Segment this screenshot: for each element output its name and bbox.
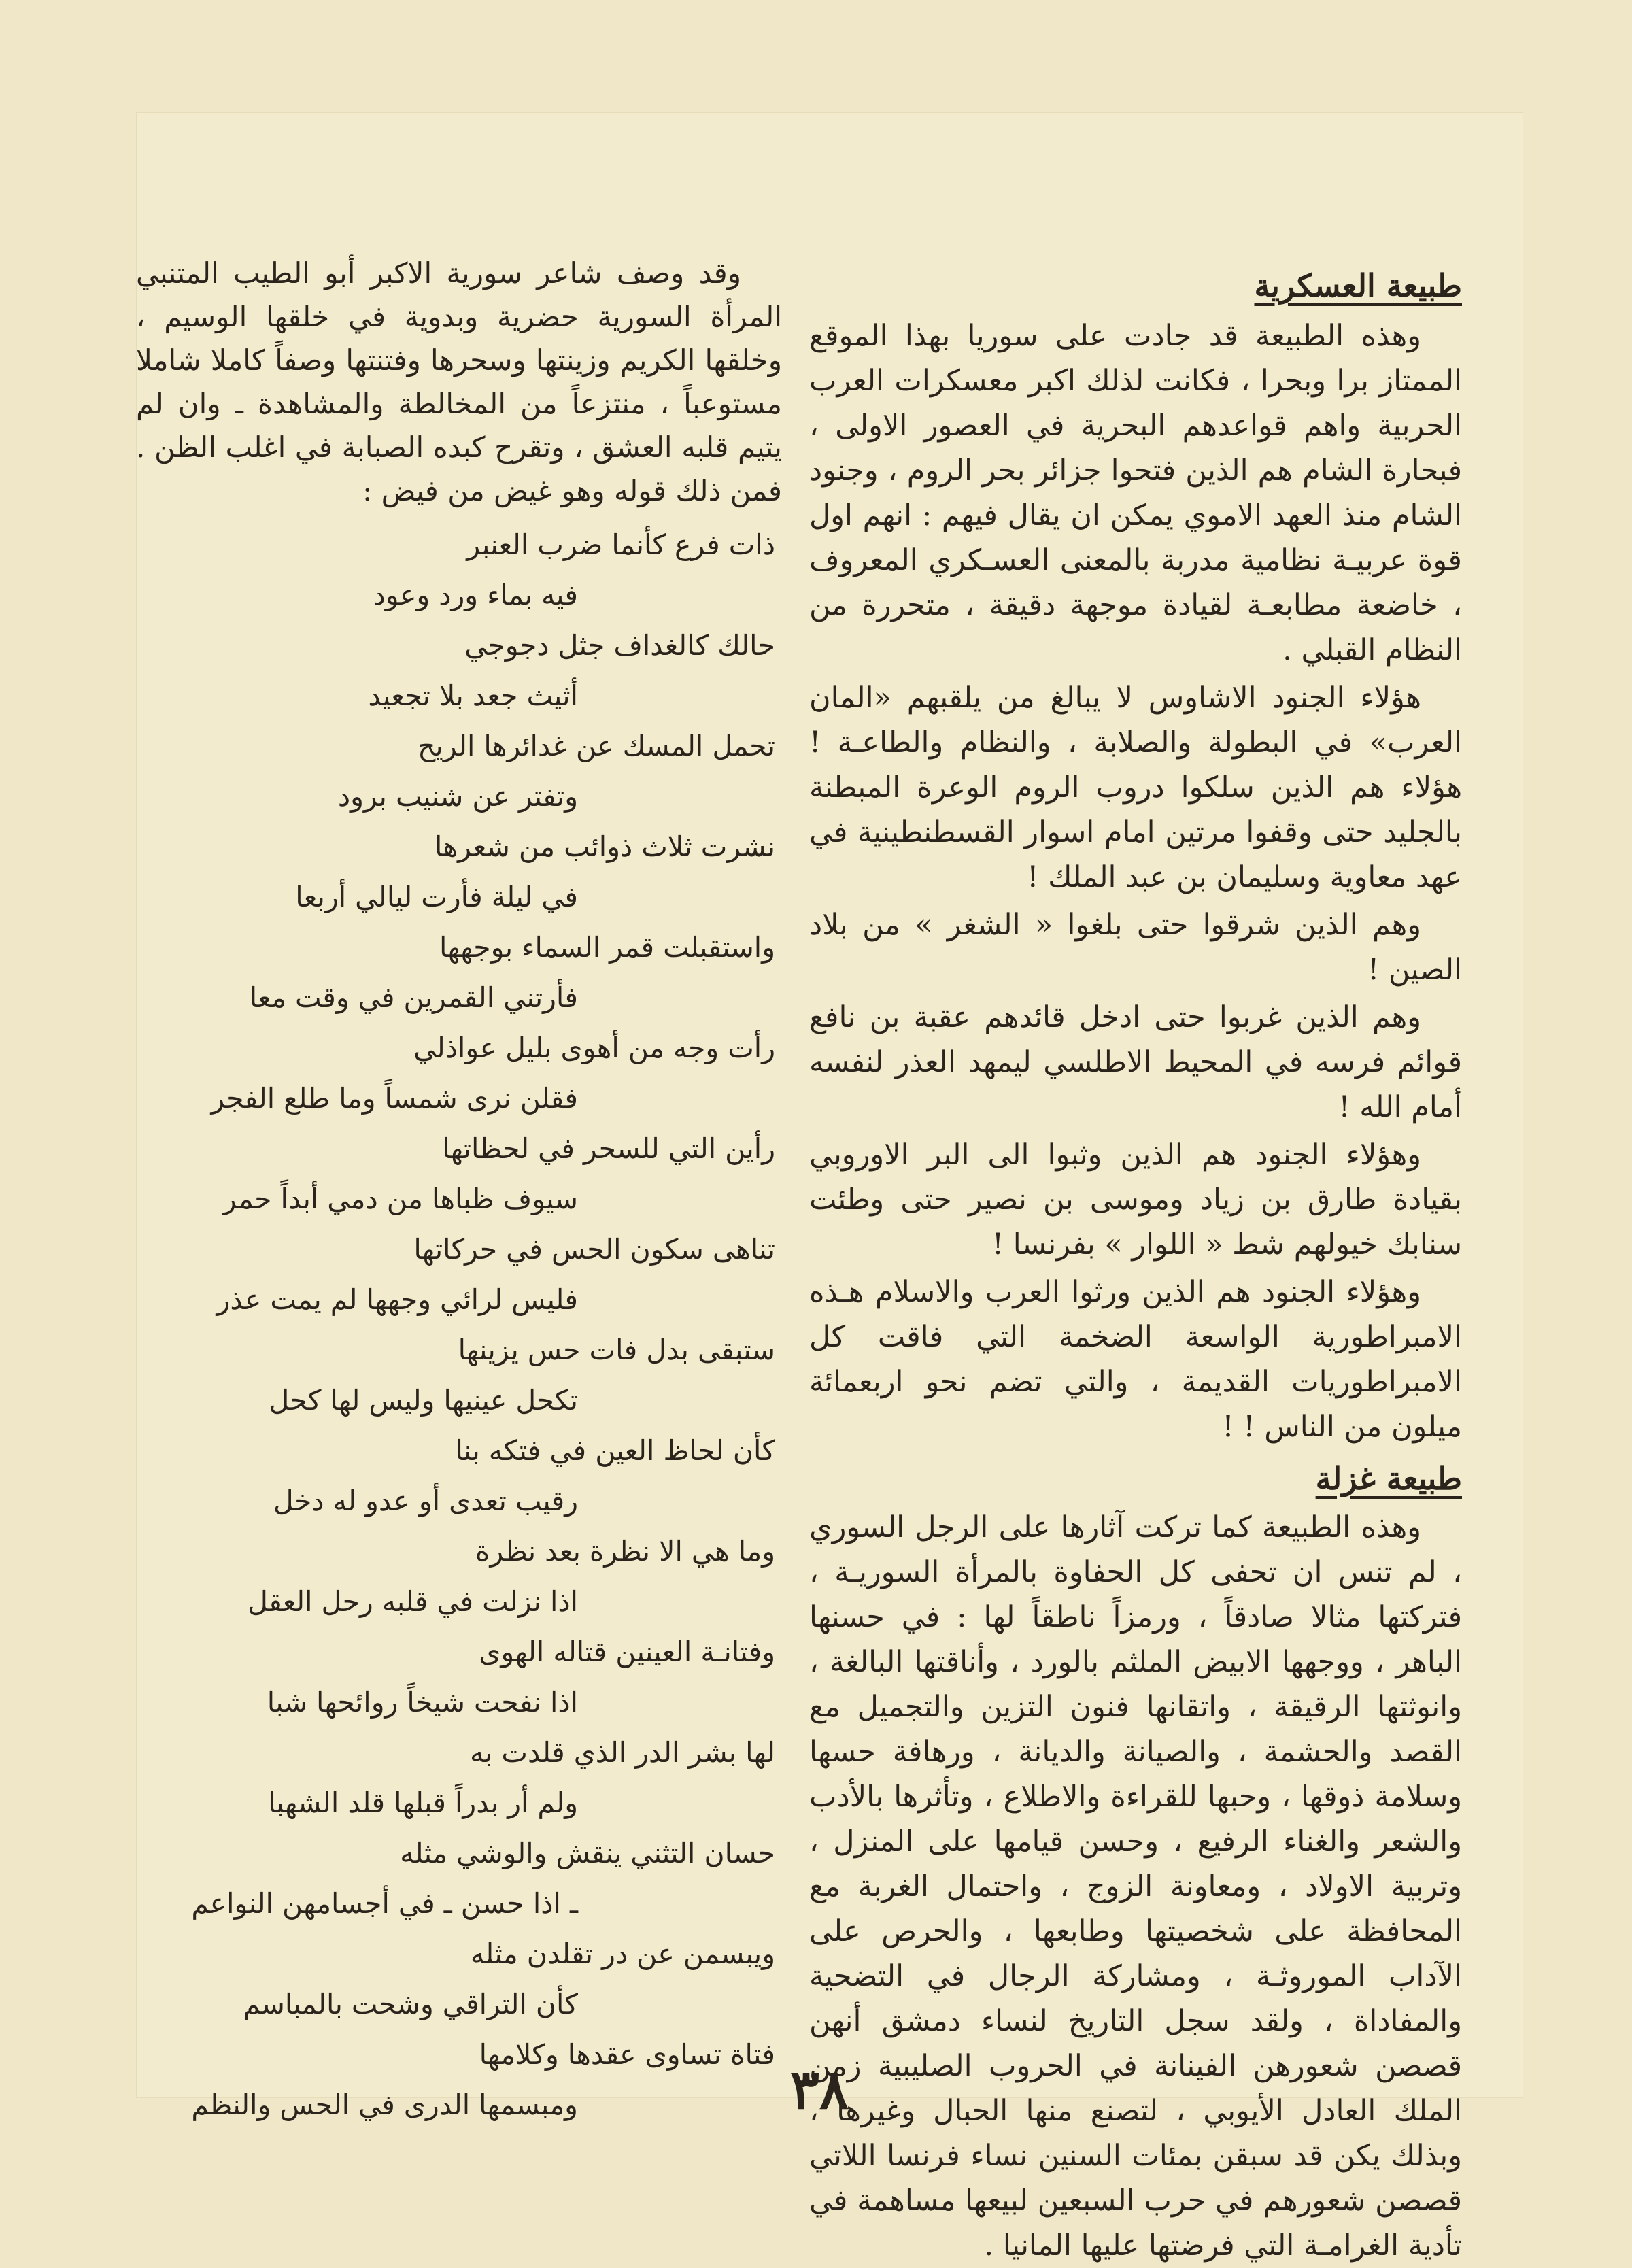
verse-line: لها بشر الدر الذي قلدت به [469,1736,775,1769]
verse-line: حالك كالغداف جثل دجوجي [464,629,775,662]
verse-line: ستبقى بدل فات حس يزينها [458,1334,775,1366]
paragraph: وهذه الطبيعة كما تركت آثارها على الرجل السوري ، لم تنس ان تحفى كل الحفاوة بالمرأة السوريـة ، فتركتها مثالا صادقاً ، ورمزاً ناطقاً لها : في حسنها الباهر ، ووجهها الابيض الملثم بالورد ، وأناقتها البالغة ، وانوثتها الرقيقة ، واتقانها فنون التزين والتجميل مع القصد والحشمة ، والصيانة والديانة ، ورهافة حسها وسلامة ذوقها ، وحبها للقراءة والاطلاع ، وتأثرها بالأدب والشعر والغناء الرفيع ، وحسن قيامها على المنزل ، وتربية الاولاد ، ومعاونة الزوج ، واحتمال الغربة مع المحافظة على شخصيتها وطابعها ، والحرص على الآداب الموروثـة ، ومشاركة الرجال في التضحية والمفاداة ، ولقد سجل التاريخ لنساء دمشق أنهن قصصن شعورهن الفينانة في الحروب الصليبية زمن الملك العادل الأيوبي ، لتصنع منها الحبال وغيرها ، وبذلك يكن قد سبقن بمئات السنين نساء فرنسا اللاتي قصصن شعورهم في حرب السبعين لبيعها مساهمة في تأدية الغرامـة التي فرضتها عليها المانيا . [809,1510,1462,2263]
paragraph: وهم الذين شرقوا حتى بلغوا « الشغر » من بلاد الصين ! [809,908,1462,987]
heading-romantic-nature: طبيعة غزلة [1315,1460,1462,1497]
verse-line: ولم أر بدراً قبلها قلد الشهبا [268,1787,578,1819]
verse-line: ـ اذا حسن ـ في أجسامهن النواعم [191,1887,578,1920]
verse-line: في ليلة فأرت ليالي أربعا [295,881,578,913]
heading-military-nature: طبيعة العسكرية [1254,267,1462,304]
verse-line: كأن لحاظ العين في فتكه بنا [455,1434,775,1467]
verse-line: واستقبلت قمر السماء بوجهها [439,931,775,964]
verse-line: فأرتني القمرين في وقت معا [249,981,578,1014]
verse-line: وفتانـة العينين قتاله الهوى [479,1636,775,1668]
verse-line: ومبسمها الدرى في الحس والنظم [191,2088,578,2121]
verse-line: أثيث جعد بلا تجعيد [368,679,578,712]
verse-line: كأن التراقي وشحت بالمباسم [243,1988,578,2020]
verse-line: تكحل عينيها وليس لها كحل [269,1384,578,1417]
verse-line: ذات فرع كأنما ضرب العنبر [466,528,775,561]
verse-line: تناهى سكون الحس في حركاتها [413,1233,775,1266]
right-column [809,262,1462,2268]
paragraph: وهم الذين غربوا حتى ادخل قائدهم عقبة بن نافع قوائم فرسه في المحيط الاطلسي ليمهد العذر لنفسه أمام الله ! [809,1000,1462,1124]
verse-line: سيوف ظباها من دمي أبداً حمر [222,1183,578,1215]
verse-line: رقيب تعدى أو عدو له دخل [273,1485,578,1517]
verse-line: نشرت ثلاث ذوائب من شعرها [435,830,775,863]
verse-line: ويبسمن عن در تقلدن مثله [470,1937,775,1970]
verse-line: حسان التثني ينقش والوشي مثله [400,1837,775,1869]
paragraph: وهؤلاء الجنود هم الذين وثبوا الى البر الاوروبي بقيادة طارق بن زياد وموسى بن نصير حتى وطئت سنابك خيولهم شط « اللوار » بفرنسا ! [809,1138,1462,1262]
verse-line: فقلن نرى شمساً وما طلع الفجر [211,1082,578,1115]
verse-line: فيه بماء ورد وعود [373,579,578,611]
page [136,112,1523,2263]
verse-line: تحمل المسك عن غدائرها الريح [417,730,775,762]
verse-line: اذا نفحت شيخاً روائحها شبا [267,1686,578,1719]
left-column [136,252,782,2130]
verse-line: رأت وجه من أهوى بليل عواذلي [413,1032,775,1064]
verse-line: فليس لرائي وجهها لم يمت عذر [216,1283,578,1316]
verse-line: وتفتر عن شنيب برود [337,780,578,813]
verse-line: رأين التي للسحر في لحظاتها [442,1132,775,1165]
poem [136,520,782,2130]
verse-line: فتاة تساوى عقدها وكلامها [479,2038,775,2071]
poem-introduction: وقد وصف شاعر سورية الاكبر أبو الطيب المتنبي المرأة السورية حضرية وبدوية في خلقها الوسيم ، وخلقها الكريم وزينتها وسحرها وفتنتها وصفاً كاملا شاملا مستوعباً ، منتزعاً من المخالطة والمشاهدة ـ وان لم يتيم قلبه العشق ، وتقرح كبده الصبابة في اغلب الظن . فمن ذلك قوله وهو غيض من فيض : [136,256,782,507]
paragraph: وهؤلاء الجنود هم الذين ورثوا العرب والاسلام هـذه الامبراطورية الواسعة الضخمة التي فاقت كل الامبراطوريات القديمة ، والتي تضم نحو اربعمائة ميلون من الناس ! ! [809,1275,1462,1444]
verse-line: وما هي الا نظرة بعد نظرة [475,1535,775,1568]
paragraph: وهذه الطبيعة قد جادت على سوريا بهذا الموقع الممتاز برا وبحرا ، فكانت لذلك اكبر معسكرات العرب الحربية واهم قواعدهم البحرية في العصور الاولى ، فبحارة الشام هم الذين فتحوا جزائر بحر الروم ، وجنود الشام منذ العهد الاموي يمكن ان يقال فيهم : انهم اول قوة عربيـة نظامية مدربة بالمعنى العسـكري المعروف ، خاضعة مطابعـة لقيادة موجهة دقيقة ، متحررة من النظام القبلي . [809,319,1462,667]
page-number: ٣٨ [790,2057,849,2121]
verse-line: اذا نزلت في قلبه رحل العقل [248,1585,578,1618]
paragraph: هؤلاء الجنود الاشاوس لا يبالغ من يلقبهم «المان العرب» في البطولة والصلابة ، والنظام والطاعـة ! هؤلاء هم الذين سلكوا دروب الروم الوعرة المبطنة بالجليد حتى وقفوا مرتين امام اسوار القسطنطينية في عهد معاوية وسليمان بن عبد الملك ! [809,681,1462,894]
